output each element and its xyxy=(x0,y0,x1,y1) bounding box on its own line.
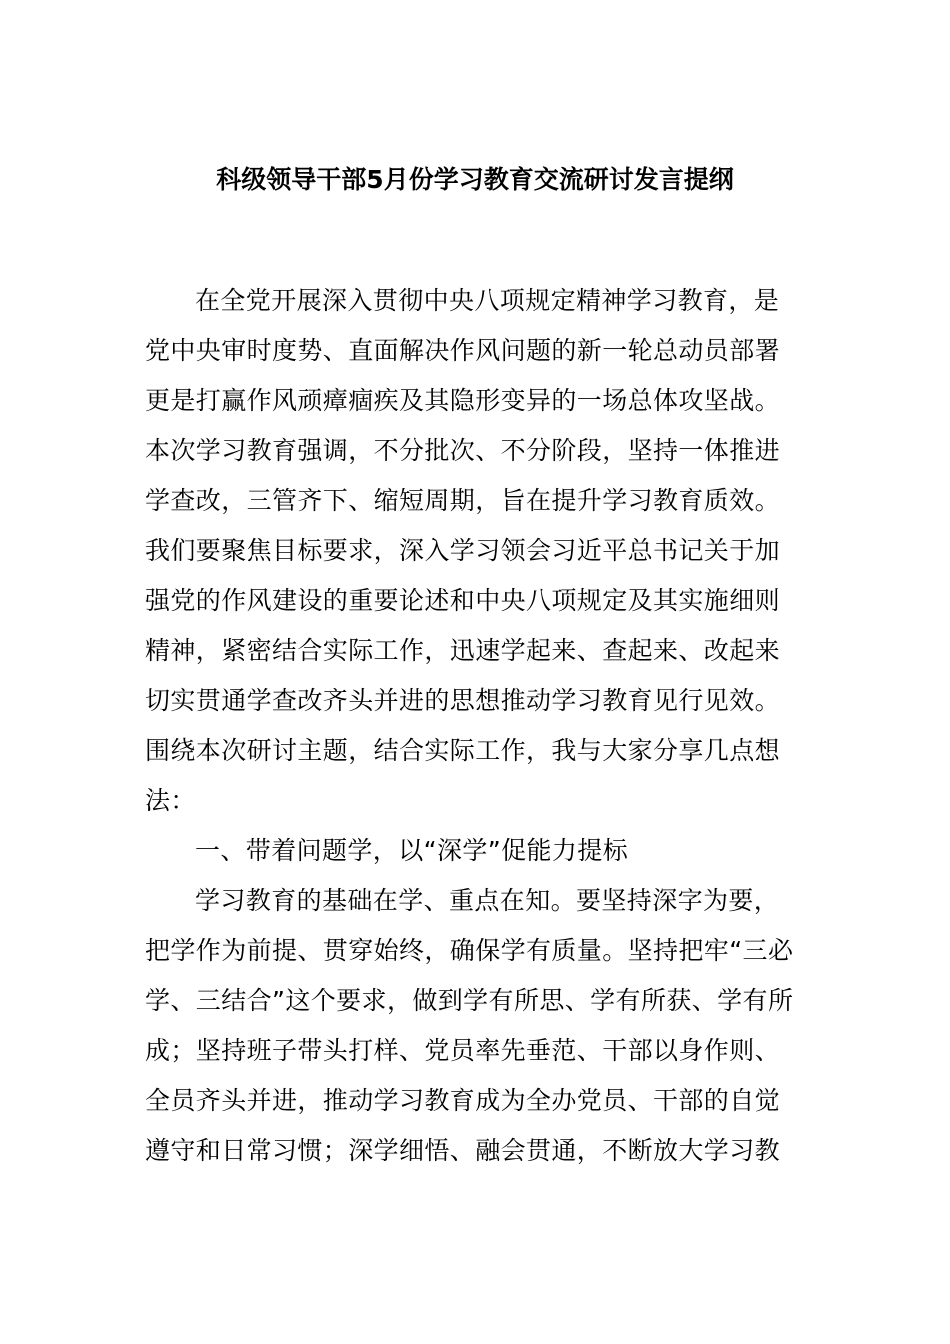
paragraph-line: 成；坚持班子带头打样、党员率先垂范、干部以身作则、 xyxy=(145,1036,781,1065)
paragraph-line: 学习教育的基础在学、重点在知。要坚持深字为要， xyxy=(195,886,780,915)
paragraph-line: 更是打赢作风顽瘴痼疾及其隐形变异的一场总体攻坚战。 xyxy=(145,386,781,415)
paragraph-line: 法： xyxy=(145,786,196,815)
section-heading: 一、带着问题学，以“深学”促能力提标 xyxy=(195,836,629,865)
paragraph-line: 学、三结合”这个要求，做到学有所思、学有所获、学有所 xyxy=(145,986,794,1015)
paragraph-line: 精神，紧密结合实际工作，迅速学起来、查起来、改起来 xyxy=(145,636,781,665)
paragraph-line: 遵守和日常习惯；深学细悟、融会贯通，不断放大学习教 xyxy=(145,1136,781,1165)
document-title: 科级领导干部5月份学习教育交流研讨发言提纲 xyxy=(216,165,734,194)
paragraph-line: 切实贯通学查改齐头并进的思想推动学习教育见行见效。 xyxy=(145,686,781,715)
paragraph-line: 我们要聚焦目标要求，深入学习领会习近平总书记关于加 xyxy=(145,536,781,565)
paragraph-line: 围绕本次研讨主题，结合实际工作，我与大家分享几点想 xyxy=(145,736,781,765)
paragraph-line: 党中央审时度势、直面解决作风问题的新一轮总动员部署 xyxy=(145,336,781,365)
paragraph-line: 强党的作风建设的重要论述和中央八项规定及其实施细则 xyxy=(145,586,781,615)
paragraph-line: 把学作为前提、贯穿始终，确保学有质量。坚持把牢“三必 xyxy=(145,936,794,965)
paragraph-line: 学查改，三管齐下、缩短周期，旨在提升学习教育质效。 xyxy=(145,486,781,515)
paragraph-line: 全员齐头并进，推动学习教育成为全办党员、干部的自觉 xyxy=(145,1086,781,1115)
paragraph-line: 本次学习教育强调，不分批次、不分阶段，坚持一体推进 xyxy=(145,436,781,465)
paragraph-line: 在全党开展深入贯彻中央八项规定精神学习教育，是 xyxy=(195,286,780,315)
